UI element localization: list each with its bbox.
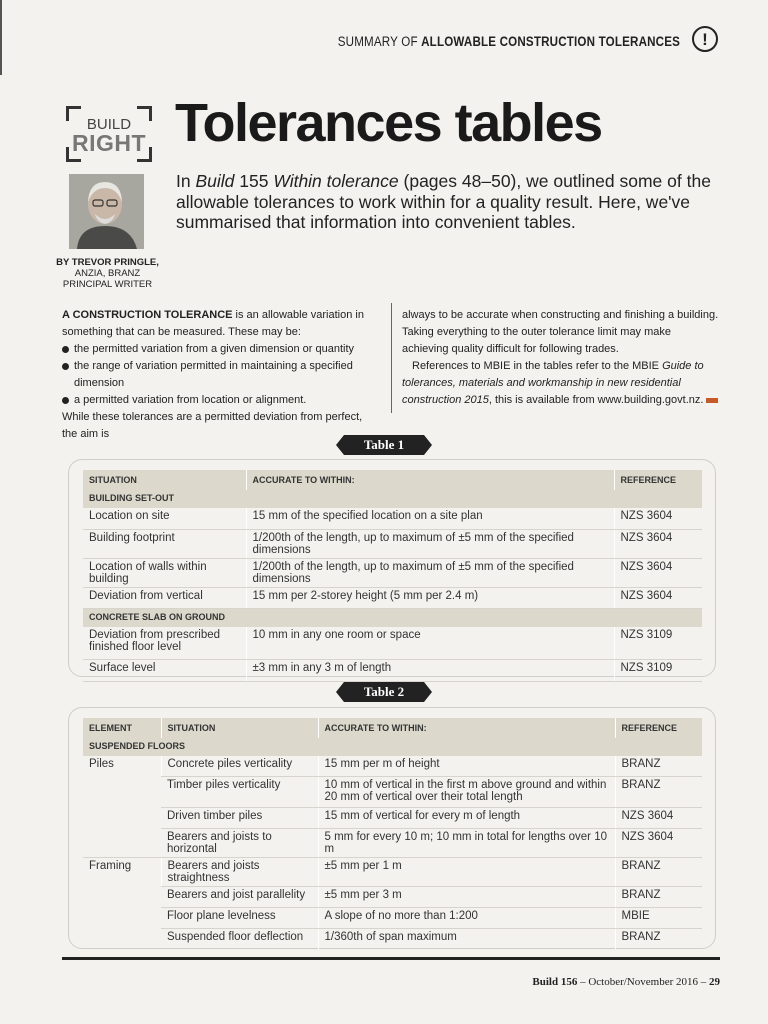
table2-label: Table 2 [344, 682, 424, 702]
table-section: BUILDING SET-OUT [83, 490, 702, 508]
table-row: Deviation from vertical 15 mm per 2-storey height (5 mm per 2.4 m) NZS 3604 [83, 587, 702, 609]
page-footer: Build 156 – October/November 2016 – 29 [532, 976, 720, 988]
table-row: Timber piles verticality 10 mm of vertical in the first m above ground and within 20 mm of vertical over their total length BRANZ [83, 777, 702, 808]
table1-label: Table 1 [344, 435, 424, 455]
running-header: SUMMARY OF ALLOWABLE CONSTRUCTION TOLERANCES [337, 34, 680, 49]
table-row: Driven timber piles 15 mm of vertical for every m of length NZS 3604 [83, 808, 702, 829]
table-row: Piles Concrete piles verticality 15 mm per m of height BRANZ [83, 756, 702, 777]
exclamation-icon: ! [692, 26, 718, 52]
intro-text: In Build 155 Within tolerance (pages 48–50), we outlined some of the allowable tolerances to work within for a quality result. Here, we've summarised that information into convenient tables. [176, 171, 711, 232]
element-framing: Framing [89, 860, 132, 872]
table-section: SUSPENDED FLOORS [83, 738, 702, 756]
list-item: a permitted variation from location or alignment. [62, 392, 380, 409]
author-byline: BY TREVOR PRINGLE, ANZIA, BRANZ PRINCIPAL WRITER [56, 257, 159, 290]
build-right-logo [66, 106, 152, 162]
table-row: Bearers and joist parallelity ±5 mm per 3 m BRANZ [83, 887, 702, 908]
logo-line1: BUILD [86, 116, 132, 133]
margin-line [0, 0, 2, 75]
table-row: Location of walls within building 1/200th of the length, up to maximum of ±5 mm of the specified dimensions NZS 3604 [83, 558, 702, 587]
table-row: Floor plane levelness A slope of no more than 1:200 MBIE [83, 908, 702, 929]
footer-rule [62, 957, 720, 960]
list-item: the range of variation permitted in maintaining a specified dimension [62, 358, 380, 392]
page-title: Tolerances tables [175, 93, 602, 153]
table-row: Suspended floor deflection 1/360th of span maximum BRANZ [83, 929, 702, 950]
author-photo [69, 174, 144, 249]
table-row: Building footprint 1/200th of the length, up to maximum of ±5 mm of the specified dimensions NZS 3604 [83, 529, 702, 558]
element-piles: Piles [83, 756, 161, 858]
table-row: Deviation from prescribed finished floor level 10 mm in any one room or space NZS 3109 [83, 627, 702, 660]
list-item: the permitted variation from a given dimension or quantity [62, 341, 380, 358]
body-column-1: A CONSTRUCTION TOLERANCE is an allowable variation in something that can be measured. These may be: the permitted variation from a given dimension or quantity the range of variation permitted in maintaining a specified dimension a permitted variation from location or alignment. While these tolerances are a permitted deviation from perfect, the aim is [62, 307, 380, 443]
end-mark-icon [706, 398, 718, 403]
table1: SITUATION ACCURATE TO WITHIN: REFERENCE BUILDING SET-OUT Location on site 15 mm of the specified location on a site plan NZS 3604 Building footprint 1/200th of the length, up to maximum of ±5 mm of the specified dimensions NZS 3604 Location of walls within building 1/200th of the length, up to maximum of ±5 mm of the specified dimensions NZS 3604 Deviation from vertical 15 mm per 2-storey height (5 mm per 2.4 m) NZS 3604 CONCRETE SLAB ON GROUND Deviation from prescribed finished floor level 10 mm in any one room or space NZS 3109 Surface level ±3 mm in any 3 m of length NZS 3109 [83, 470, 702, 682]
body-column-2: always to be accurate when constructing and finishing a building. Taking everything to the outer tolerance limit may make achieving quality difficult for following trades. References to MBIE in the tables refer to the MBIE Guide to tolerances, materials and workmanship in new residential construction 2015, this is available from www.building.govt.nz. [402, 309, 719, 406]
logo-line2: RIGHT [71, 130, 147, 156]
table-row: Bearers and joists to horizontal 5 mm for every 10 m; 10 mm in total for lengths over 10 m NZS 3604 [83, 829, 702, 858]
table-row: Location on site 15 mm of the specified location on a site plan NZS 3604 [83, 508, 702, 529]
table2: ELEMENT SITUATION ACCURATE TO WITHIN: REFERENCE SUSPENDED FLOORS Piles Concrete piles verticality 15 mm per m of height BRANZ Timber piles verticality 10 mm of vertical in the first m above ground and within 20 mm of vertical over their total length BRANZ Driven timber piles 15 mm of vertical for every m of length NZS 3604 Bearers and joists to horizontal 5 mm for every 10 m; 10 mm in total for lengths over 10 m NZS 3604 Framing Bearers and joists straightness ±5 mm per 1 m BRANZ Bearers and joist parallelity ±5 mm per 3 m BRANZ Floor plane levelness A slope of no more than 1:200 MBIE Suspended floor deflection 1/360th of span maximum BRANZ [83, 718, 702, 949]
column-divider [391, 303, 392, 413]
table-row: Framing Bearers and joists straightness ±5 mm per 1 m BRANZ [83, 858, 702, 887]
table-row: Surface level ±3 mm in any 3 m of length NZS 3109 [83, 660, 702, 682]
table-section: CONCRETE SLAB ON GROUND [83, 609, 702, 628]
